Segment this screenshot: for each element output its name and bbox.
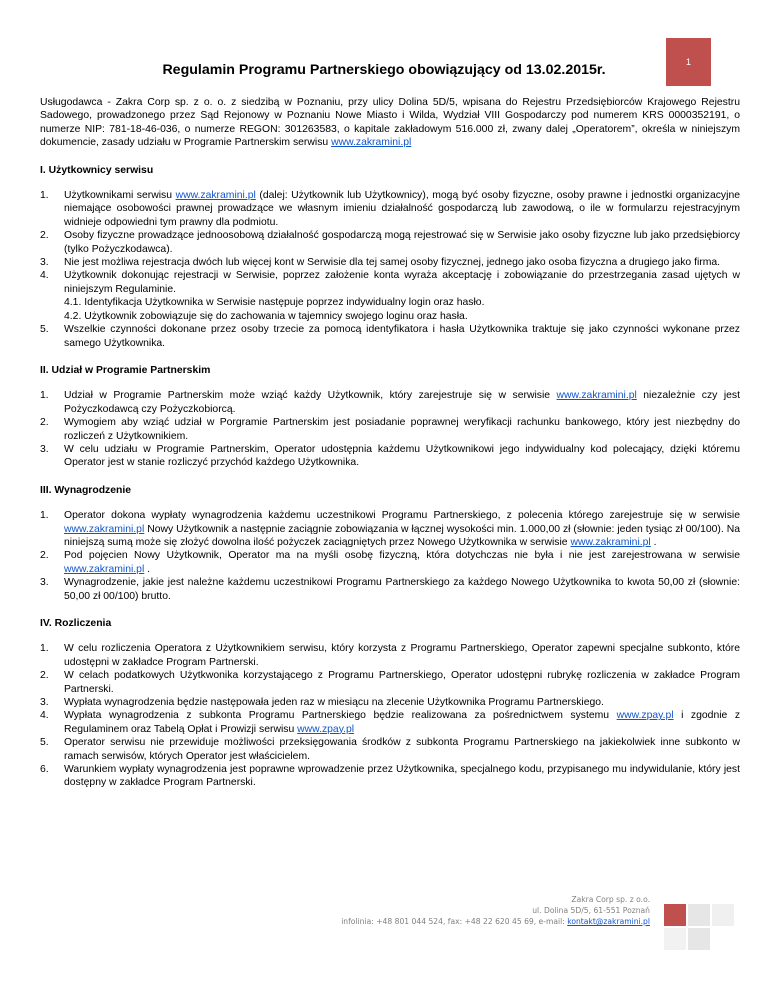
list-item: 1. Operator dokona wypłaty wynagrodzenia każdemu uczestnikowi Programu Partnerskiego, z polecenia którego zarejestruje się w serwisie www.zakramini.pl Nowy Użytkownik a następnie zaciągnie zobowiązania w łącznej wysokości min. 1.000,00 zł (słownie: jeden tysiąc zł 00/100). Na niniejszą sumą może się złożyć dowolna ilość pożyczek zaciągniętych przez Nowego Użytkownika w serwisie www.zakramini.pl . — [40, 510, 740, 548]
section-title-participation: II. Udział w Programie Partnerskim — [40, 364, 211, 376]
list-item: 5. Wszelkie czynności dokonane przez osoby trzecie za pomocą identyfikatora i hasła Użytkownika traktuje się jako czynności wykonane przez samego Użytkownika. — [40, 324, 740, 349]
list-item: 5. Operator serwisu nie przewiduje możliwości przeksięgowania środków z subkonta Programu Partnerskiego na jakiekolwiek inne subkonto w ramach serwisów, których Operator jest właścicielem. — [40, 737, 740, 762]
decorative-square-gray — [688, 904, 710, 926]
footer-address: ul. Dolina 5D/5, 61-551 Poznań — [532, 906, 650, 915]
list-item: 4. Wypłata wynagrodzenia z subkonta Programu Partnerskiego będzie realizowana za pośrednictwem systemu www.zpay.pl i zgodnie z Regulaminem oraz Tabelą Opłat i Prowizji serwisu www.zpay.pl — [40, 710, 741, 735]
list-item: 3. Wypłata wynagrodzenia będzie następowała jeden raz w miesiącu na zlecenie Użytkownika Programu Partnerskiego. — [40, 697, 604, 709]
list-item: 1. W celu rozliczenia Operatora z Użytkownikiem serwisu, który korzysta z Programu Partnerskiego, Operator zapewni specjalne subkonto, które udostępni w zakładce Program Partnerski. — [40, 643, 740, 668]
list-item: 3. W celu udziału w Programie Partnerskim, Operator udostępnia każdemu Użytkownikowi jego indywidualny kod polecający, dzięki któremu Operator jest w stanie rozliczyć przychód każdego Użytkownika. — [40, 443, 740, 469]
footer — [341, 894, 650, 927]
decorative-square-gray — [664, 928, 686, 950]
zakramini-link[interactable]: www.zakramini.pl — [331, 137, 412, 149]
section-title-remuneration: III. Wynagrodzenie — [40, 484, 132, 496]
list-item: 4. Użytkownik dokonując rejestracji w Serwisie, poprzez założenie konta wyraża akceptację i zobowiązanie do przestrzegania zasad ujętych w niniejszym Regulaminie. 4.1. Identyfikacja Użytkownika w Serwisie następuje poprzez indywidualny login oraz hasło. 4.2. Użytkownik zobowiązuje się do zachowania w tajemnicy swojego loginu oraz hasła. — [40, 270, 740, 322]
list-item: 2. Wymogiem aby wziąć udział w Porgramie Partnerskim jest posiadanie poprawnej weryfikacji rachunku bankowego, który jest niezbędny do rozliczeń z Użytkownikiem. — [40, 417, 740, 442]
users-list — [40, 189, 740, 350]
settlements-list — [40, 642, 740, 789]
section-title-settlements: IV. Rozliczenia — [40, 618, 112, 629]
zakramini-link[interactable]: www.zakramini.pl — [64, 523, 145, 535]
remuneration-list — [40, 509, 740, 603]
sub-item: 4.2. Użytkownik zobowiązuje się do zachowania w tajemnicy swojego loginu oraz hasła. — [64, 310, 468, 322]
zpay-link[interactable]: www.zpay.pl — [616, 710, 674, 722]
list-item: 6. Warunkiem wypłaty wynagrodzenia jest poprawne wprowadzenie przez Użytkownika, specjalnego kodu, przypisanego mu indywidulanie, który jest dostępny w zakładce Program Partnerski. — [40, 764, 740, 789]
decorative-square-red — [664, 904, 686, 926]
zakramini-link[interactable]: www.zakramini.pl — [64, 563, 145, 575]
list-item: 2. Pod pojęcien Nowy Użytkownik, Operator ma na myśli osobę fizyczną, która dotychczas nie była i nie jest zarejestrowana w serwisie www.zakramini.pl . — [40, 550, 740, 575]
email-link[interactable]: kontakt@zakramini.pl — [567, 917, 650, 926]
zakramini-link[interactable]: www.zakramini.pl — [570, 536, 651, 548]
section-title-users: I. Użytkownicy serwisu — [40, 164, 154, 176]
zakramini-link[interactable]: www.zakramini.pl — [175, 190, 256, 202]
zpay-link[interactable]: www.zpay.pl — [297, 723, 355, 735]
decorative-square-gray — [712, 904, 734, 926]
footer-contact: infolinia: +48 801 044 524, fax: +48 22 620 45 69, e-mail: kontakt@zakramini.pl — [341, 917, 650, 926]
page-title: Regulamin Programu Partnerskiego obowiązujący od 13.02.2015r. — [162, 62, 606, 78]
sub-item: 4.1. Identyfikacja Użytkownika w Serwisie następuje poprzez indywidualny login oraz hasło. — [64, 297, 485, 309]
document-body — [40, 96, 740, 790]
list-item: 1. Udział w Programie Partnerskim może wziąć każdy Użytkownik, który zarejestruje się w serwisie www.zakramini.pl niezależnie czy jest Pożyczkodawcą czy Pożyczkobiorcą. — [40, 390, 740, 415]
zakramini-link[interactable]: www.zakramini.pl — [556, 390, 637, 402]
page-number-badge: 1 — [666, 38, 711, 86]
footer-company: Zakra Corp sp. z o.o. — [571, 895, 650, 904]
decorative-square-gray — [688, 928, 710, 950]
participation-list — [40, 389, 740, 469]
list-item: 2. Osoby fizyczne prowadzące jednoosobową działalność gospodarczą mogą rejestrować się w Serwisie jako osoby fizyczne lub jako przedsiębiorcy (tylko Pożyczkodawca). — [40, 230, 740, 255]
intro-paragraph: Usługodawca - Zakra Corp sp. z o. o. z siedzibą w Poznaniu, przy ulicy Dolina 5D/5, wpisana do Rejestru Przedsiębiorców Krajowego Rejestru Sadowego, prowadzonego przez Sąd Rejonowy w Poznaniu Nowe Miasto i Wilda, Wydział VIII Gospodarczy pod numerem KRS 0000352191, o numerze NIP: 781-18-46-036, o numerze REGON: 301263583, o kapitale zakładowym 516.000 zł, zwany dalej „Operatorem”, określa w niniejszym dokumencie, zasady udziału w Programie Partnerskim serwisu www.zakramini.pl — [40, 97, 740, 149]
list-item: 1. Użytkownikami serwisu www.zakramini.pl (dalej: Użytkownik lub Użytkownicy), mogą być osoby fizyczne, osoby prawne i jednostki organizacyjne niemające osobowości prawnej prowadzące we własnym imieniu działalność gospodarczą lub zawodową, o ile w formularzu rejestracyjnym widnieje odpowiedni tym prawny dla podmiotu. — [40, 190, 740, 228]
list-item: 2. W celach podatkowych Użytkwonika korzystającego z Programu Partnerskiego, Operator udostępni rubrykę rozliczenia w zakładce Program Partnerski. — [40, 670, 740, 695]
list-item: 3. Wynagrodzenie, jakie jest należne każdemu uczestnikowi Programu Partnerskiego za każdego Nowego Użytkownika to kwota 50,00 zł (słownie: 50,00 zł 00/100) brutto. — [40, 577, 740, 602]
list-item: 3. Nie jest możliwa rejestracja dwóch lub więcej kont w Serwisie dla tej samej osoby fizycznej, jednego jako osoba fizyczna a drugiego jako firma. — [40, 257, 721, 269]
